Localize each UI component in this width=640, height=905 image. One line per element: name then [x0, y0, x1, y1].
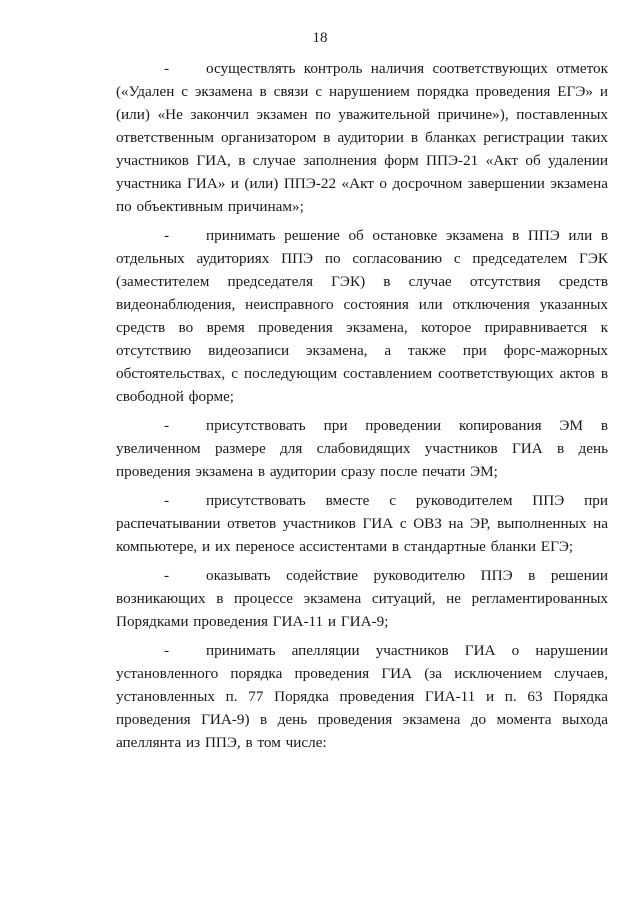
list-item	[116, 414, 608, 483]
list-item	[116, 564, 608, 633]
list-item-text: принимать решение об остановке экзамена в ППЭ или в отдельных аудиториях ППЭ по согласованию с председателем ГЭК (заместителем председателя ГЭК) в случае отсутствия средств видеонаблюдения, неисправного состояния или отключения указанных средств во время проведения экзамена, которое приравнивается к отсутствию видеозаписи экзамена, а также при форс-мажорных обстоятельствах, с последующим составлением соответствующих актов в свободной форме;	[116, 227, 608, 405]
list-dash: -	[164, 417, 170, 434]
list-dash: -	[164, 642, 170, 659]
list-dash: -	[164, 567, 170, 584]
list-item-text: принимать апелляции участников ГИА о нарушении установленного порядка проведения ГИА (за исключением случаев, установленных п. 77 Порядка проведения ГИА-11 и п. 63 Порядка проведения ГИА-9) в день проведения экзамена до момента выхода апеллянта из ППЭ, в том числе:	[116, 642, 608, 751]
list-item-text: присутствовать при проведении копирования ЭМ в увеличенном размере для слабовидящих участников ГИА в день проведения экзамена в аудитории сразу после печати ЭМ;	[116, 417, 608, 480]
list-dash: -	[164, 60, 170, 77]
page-number: 18	[312, 30, 328, 46]
list-item-text: осуществлять контроль наличия соответствующих отметок («Удален с экзамена в связи с нарушением порядка проведения ЕГЭ» и (или) «Не закончил экзамен по уважительной причине»), поставленных ответственным организатором в аудитории в бланках регистрации таких участников ГИА, в случае заполнения форм ППЭ-21 «Акт об удалении участника ГИА» и (или) ППЭ-22 «Акт о досрочном завершении экзамена по объективным причинам»;	[116, 60, 608, 215]
list-item-text: оказывать содействие руководителю ППЭ в решении возникающих в процессе экзамена ситуаций, не регламентированных Порядками проведения ГИА-11 и ГИА-9;	[116, 567, 608, 630]
list-dash: -	[164, 227, 170, 244]
list-item-text: присутствовать вместе с руководителем ППЭ при распечатывании ответов участников ГИА с ОВЗ на ЭР, выполненных на компьютере, и их переносе ассистентами в стандартные бланки ЕГЭ;	[116, 492, 608, 555]
list-item	[116, 639, 608, 754]
list-dash: -	[164, 492, 170, 509]
page-body	[116, 57, 608, 760]
list-item	[116, 224, 608, 408]
list-item	[116, 57, 608, 218]
list-item	[116, 489, 608, 558]
